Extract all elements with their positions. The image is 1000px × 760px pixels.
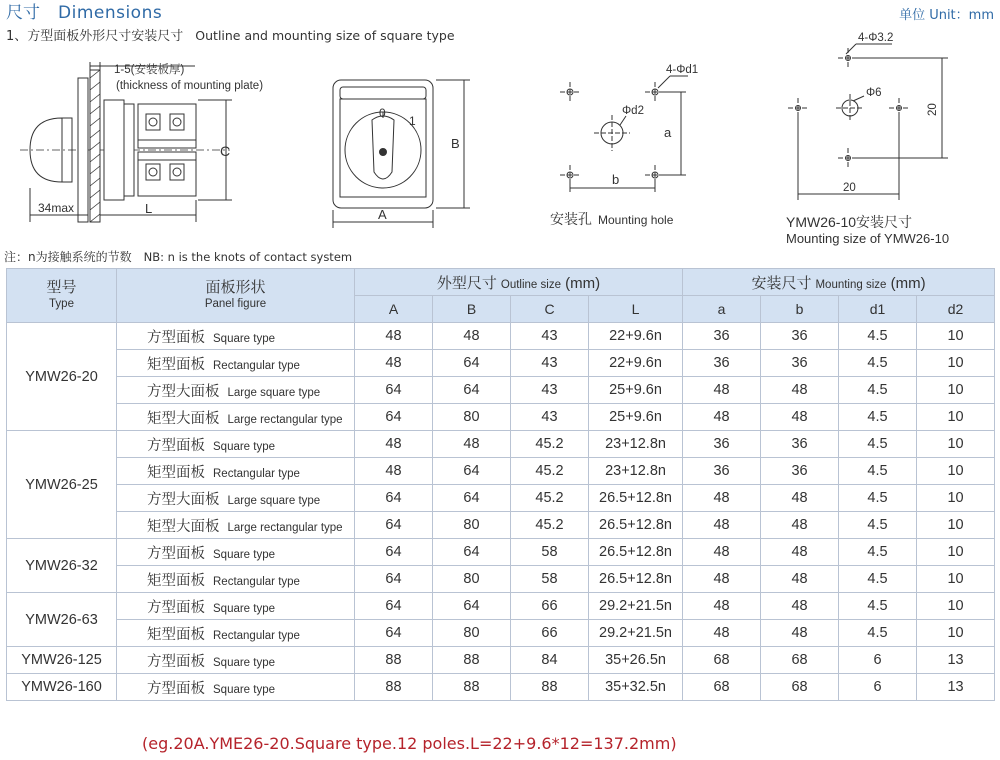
table-row [7,647,995,674]
ymw-caption-1: YMW26-10安装尺寸 [786,214,913,230]
value-cell: 48 [761,404,839,431]
value-cell: 68 [761,674,839,701]
value-cell: 80 [433,404,511,431]
value-cell: 10 [917,485,995,512]
value-cell: 10 [917,593,995,620]
value-cell: 80 [433,620,511,647]
unit-label: 单位 Unit：mm [899,8,994,23]
ymw-d6-label: Φ6 [866,87,882,99]
value-cell: 64 [433,593,511,620]
value-cell: 6 [839,674,917,701]
header-type [7,269,117,323]
panel-en: Large rectangular type [227,413,343,426]
value-cell: 48 [683,377,761,404]
value-cell: 43 [511,350,589,377]
header-type-en: Type [49,297,74,310]
hole-d2-label: Φd2 [622,105,644,117]
column-header: A [355,296,433,323]
column-header: b [761,296,839,323]
value-cell: 23+12.8n [589,431,683,458]
value-cell: 48 [761,485,839,512]
panel-en: Square type [213,440,276,453]
panel-en: Rectangular type [213,467,300,480]
table-row [7,593,995,620]
value-cell: 10 [917,350,995,377]
panel-en: Rectangular type [213,359,300,372]
value-cell: 36 [761,323,839,350]
panel-cn: 矩型大面板 [147,518,220,535]
ymw-20v-label: 20 [927,103,939,116]
side-34-label: 34max [38,201,75,215]
panel-cell [117,593,355,620]
front-view-drawing [333,80,470,228]
value-cell: 43 [511,377,589,404]
value-cell: 48 [355,458,433,485]
value-cell: 10 [917,566,995,593]
value-cell: 64 [433,485,511,512]
ymw-4d-label: 4-Φ3.2 [858,32,894,44]
model-cell: YMW26-20 [7,323,117,431]
value-cell: 64 [355,404,433,431]
header-panel-cn: 面板形状 [205,278,266,296]
value-cell: 45.2 [511,512,589,539]
title-cn: 尺寸 [6,3,40,23]
subtitle-en: Outline and mounting size of square type [195,28,455,43]
panel-cell [117,566,355,593]
panel-cn: 方型面板 [147,653,205,670]
value-cell: 4.5 [839,377,917,404]
value-cell: 25+9.6n [589,404,683,431]
panel-cn: 方型面板 [147,437,205,454]
value-cell: 64 [355,620,433,647]
value-cell: 4.5 [839,323,917,350]
panel-cn: 方型面板 [147,680,205,697]
side-l-label: L [145,201,153,216]
value-cell: 10 [917,458,995,485]
header-outline-cn: 外型尺寸 [436,274,497,292]
value-cell: 80 [433,512,511,539]
value-cell: 80 [433,566,511,593]
model-cell: YMW26-63 [7,593,117,647]
footnote [4,248,352,265]
footnote-en: NB: n is the knots of contact system [143,250,353,264]
panel-en: Rectangular type [213,629,300,642]
model-cell: YMW26-125 [7,647,117,674]
panel-cn: 方型面板 [147,599,205,616]
side-plate-en-label: (thickness of mounting plate) [116,80,264,92]
value-cell: 10 [917,323,995,350]
header-panel [117,269,355,323]
table-row [7,620,995,647]
panel-en: Square type [213,683,276,696]
panel-cell [117,674,355,701]
front-0-label: 0 [379,106,386,120]
column-header: C [511,296,589,323]
panel-cn: 矩型面板 [147,356,205,373]
value-cell: 6 [839,647,917,674]
value-cell: 36 [683,458,761,485]
panel-en: Rectangular type [213,575,300,588]
value-cell: 48 [683,512,761,539]
panel-cell [117,404,355,431]
value-cell: 48 [683,539,761,566]
side-plate-label: 1-5(安装板厚) [114,64,185,76]
value-cell: 36 [683,323,761,350]
value-cell: 88 [433,647,511,674]
model-cell: YMW26-160 [7,674,117,701]
value-cell: 48 [683,404,761,431]
value-cell: 10 [917,377,995,404]
value-cell: 4.5 [839,485,917,512]
column-header: d2 [917,296,995,323]
header-mounting-cn: 安装尺寸 [751,274,812,292]
front-1-label: 1 [409,114,416,128]
table-row [7,539,995,566]
value-cell: 48 [683,566,761,593]
value-cell: 88 [355,647,433,674]
panel-en: Square type [213,548,276,561]
panel-cell [117,620,355,647]
header-panel-en: Panel figure [204,297,267,310]
spec-table [6,268,995,701]
value-cell: 10 [917,539,995,566]
model-cell: YMW26-25 [7,431,117,539]
value-cell: 25+9.6n [589,377,683,404]
header-type-cn: 型号 [46,278,77,296]
panel-cn: 方型面板 [147,329,205,346]
table-row [7,377,995,404]
panel-cell [117,350,355,377]
value-cell: 26.5+12.8n [589,539,683,566]
value-cell: 88 [355,674,433,701]
value-cell: 10 [917,512,995,539]
ymw26-10-drawing [788,44,948,200]
header-mounting-unit: (mm) [890,274,926,292]
hole-caption [550,211,674,227]
value-cell: 4.5 [839,404,917,431]
panel-cell [117,512,355,539]
value-cell: 66 [511,620,589,647]
value-cell: 36 [761,350,839,377]
header-outline [355,269,683,296]
hole-a-label: a [664,125,672,140]
panel-cell [117,539,355,566]
value-cell: 4.5 [839,431,917,458]
value-cell: 48 [761,620,839,647]
table-row [7,458,995,485]
value-cell: 36 [683,350,761,377]
side-c-label: C [220,143,231,159]
panel-cell [117,431,355,458]
value-cell: 29.2+21.5n [589,620,683,647]
value-cell: 45.2 [511,431,589,458]
table-row [7,512,995,539]
value-cell: 48 [683,620,761,647]
hole-4d1-label: 4-Φd1 [666,64,699,76]
panel-cell [117,458,355,485]
value-cell: 64 [355,512,433,539]
model-cell: YMW26-32 [7,539,117,593]
value-cell: 64 [433,377,511,404]
panel-cell [117,323,355,350]
value-cell: 48 [761,566,839,593]
table-row [7,485,995,512]
value-cell: 64 [433,458,511,485]
value-cell: 23+12.8n [589,458,683,485]
panel-en: Large square type [227,386,321,399]
value-cell: 68 [761,647,839,674]
panel-cn: 方型面板 [147,545,205,562]
value-cell: 36 [761,431,839,458]
panel-cn: 方型大面板 [147,491,220,508]
ymw-20h-label: 20 [843,182,856,194]
header-mounting [683,269,995,296]
panel-en: Square type [213,602,276,615]
value-cell: 26.5+12.8n [589,512,683,539]
table-row [7,350,995,377]
value-cell: 4.5 [839,458,917,485]
value-cell: 45.2 [511,458,589,485]
value-cell: 22+9.6n [589,323,683,350]
dimension-drawings [0,0,1000,250]
table-row [7,323,995,350]
value-cell: 48 [683,485,761,512]
example-calculation: (eg.20A.YME26-20.Square type.12 poles.L=22+9.6*12=137.2mm) [142,734,677,753]
value-cell: 10 [917,404,995,431]
value-cell: 64 [433,350,511,377]
column-header: L [589,296,683,323]
column-header: B [433,296,511,323]
table-row [7,404,995,431]
header-outline-en: Outline size [500,278,561,291]
value-cell: 4.5 [839,350,917,377]
value-cell: 68 [683,674,761,701]
panel-cn: 矩型面板 [147,464,205,481]
value-cell: 43 [511,404,589,431]
value-cell: 36 [683,431,761,458]
value-cell: 13 [917,674,995,701]
panel-en: Square type [213,332,276,345]
value-cell: 48 [761,377,839,404]
front-b-label: B [451,136,460,151]
column-header: a [683,296,761,323]
value-cell: 88 [433,674,511,701]
value-cell: 64 [433,539,511,566]
panel-en: Large rectangular type [227,521,343,534]
panel-en: Large square type [227,494,321,507]
value-cell: 4.5 [839,566,917,593]
front-a-label: A [378,207,387,222]
panel-cn: 方型大面板 [147,383,220,400]
value-cell: 48 [433,323,511,350]
hole-b-label: b [612,172,620,187]
value-cell: 84 [511,647,589,674]
value-cell: 43 [511,323,589,350]
value-cell: 4.5 [839,593,917,620]
value-cell: 36 [761,458,839,485]
footnote-cn: 注：n为接触系统的节数 [4,250,132,264]
table-row [7,431,995,458]
value-cell: 48 [433,431,511,458]
table-row [7,674,995,701]
value-cell: 26.5+12.8n [589,566,683,593]
hole-caption-cn: 安装孔 [550,211,592,227]
subtitle-cn: 1、方型面板外形尺寸安装尺寸 [6,29,184,44]
hole-caption-en: Mounting hole [598,213,674,227]
panel-cell [117,647,355,674]
value-cell: 13 [917,647,995,674]
value-cell: 48 [761,593,839,620]
value-cell: 10 [917,431,995,458]
value-cell: 64 [355,377,433,404]
value-cell: 4.5 [839,512,917,539]
value-cell: 64 [355,566,433,593]
header-mounting-en: Mounting size [815,278,887,291]
value-cell: 45.2 [511,485,589,512]
ymw-caption-2: Mounting size of YMW26-10 [786,231,950,246]
value-cell: 64 [355,485,433,512]
value-cell: 68 [683,647,761,674]
panel-cell [117,377,355,404]
value-cell: 64 [355,539,433,566]
value-cell: 22+9.6n [589,350,683,377]
value-cell: 4.5 [839,620,917,647]
value-cell: 66 [511,593,589,620]
panel-en: Square type [213,656,276,669]
panel-cn: 矩型大面板 [147,410,220,427]
column-header: d1 [839,296,917,323]
value-cell: 4.5 [839,539,917,566]
value-cell: 88 [511,674,589,701]
value-cell: 64 [355,593,433,620]
value-cell: 58 [511,566,589,593]
panel-cn: 矩型面板 [147,572,205,589]
value-cell: 35+32.5n [589,674,683,701]
panel-cn: 矩型面板 [147,626,205,643]
value-cell: 10 [917,620,995,647]
panel-cell [117,485,355,512]
value-cell: 48 [761,539,839,566]
value-cell: 48 [355,431,433,458]
value-cell: 29.2+21.5n [589,593,683,620]
header-outline-unit: (mm) [565,274,601,292]
value-cell: 26.5+12.8n [589,485,683,512]
value-cell: 48 [683,593,761,620]
title-en: Dimensions [58,3,163,23]
table-row [7,566,995,593]
value-cell: 48 [355,350,433,377]
value-cell: 35+26.5n [589,647,683,674]
value-cell: 48 [761,512,839,539]
value-cell: 58 [511,539,589,566]
value-cell: 48 [355,323,433,350]
